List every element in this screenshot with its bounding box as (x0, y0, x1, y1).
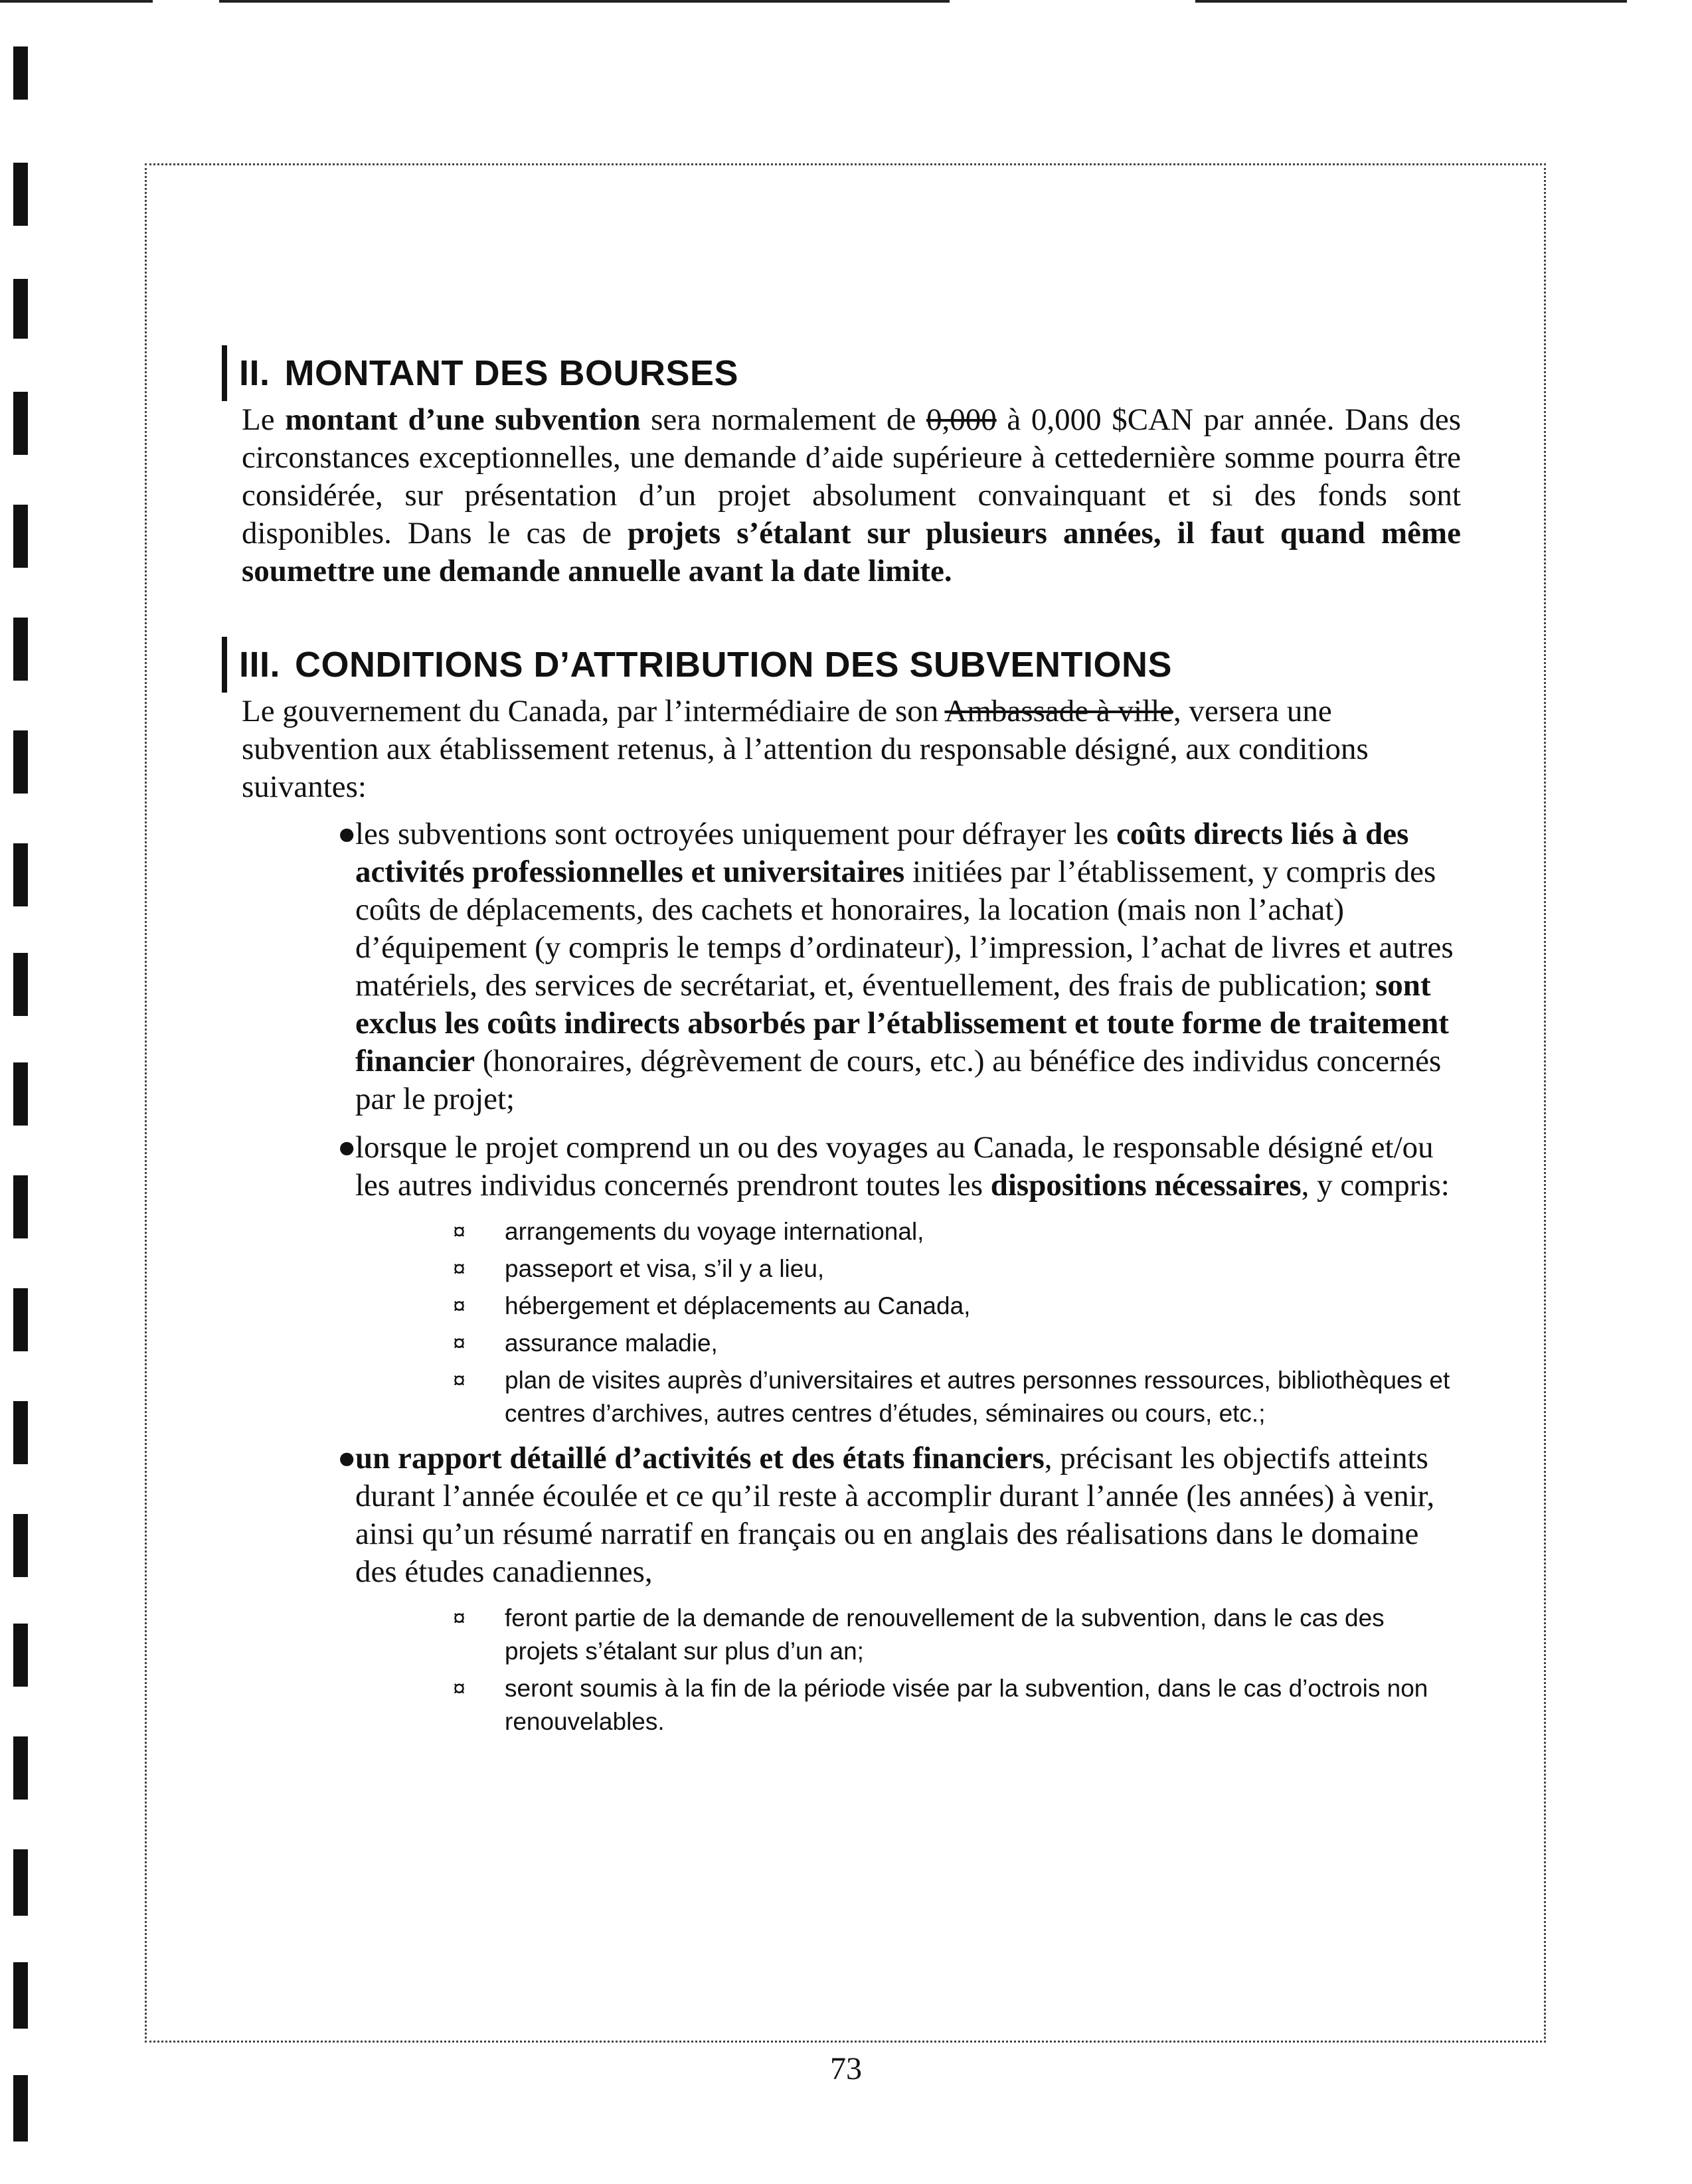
binder-mark (13, 1288, 28, 1351)
scan-top-rule (219, 0, 950, 3)
condition-bullet (239, 1440, 1461, 1591)
section-intro (239, 693, 1461, 806)
binder-mark (13, 1736, 28, 1800)
bold-run: un rapport détaillé d’activités et des états financiers (355, 1441, 1045, 1475)
currency-sign-icon: ¤ (453, 1331, 465, 1356)
binder-mark (13, 843, 28, 906)
section-montant-des-bourses (239, 345, 1461, 590)
currency-sign-icon: ¤ (453, 1606, 465, 1631)
binder-mark (13, 1062, 28, 1126)
binder-mark (13, 163, 28, 226)
list-item-text: arrangements du voyage international, (505, 1218, 924, 1245)
section-title: CONDITIONS D’ATTRIBUTION DES SUBVENTIONS (295, 645, 1173, 685)
binder-mark (13, 1849, 28, 1916)
text-run: (honoraires, dégrèvement de cours, etc.) au bénéfice des individus concernés par le projet; (355, 1044, 1442, 1116)
struck-text: Ambassade à ville (944, 694, 1173, 728)
page-number: 73 (830, 2051, 862, 2086)
list-item-text: feront partie de la demande de renouvellement de la subvention, dans le cas des projets s’étalant sur plus d’un an; (505, 1604, 1385, 1665)
binder-mark (13, 1175, 28, 1238)
list-item (453, 1252, 1461, 1286)
currency-sign-icon: ¤ (453, 1676, 465, 1701)
currency-sign-icon: ¤ (453, 1256, 465, 1282)
text-run: Le (242, 402, 286, 437)
list-item-text: assurance maladie, (505, 1329, 718, 1357)
bold-run: projets s’étalant sur plusieurs années, il faut quand même soumettre une demande annuelle avant la date limite. (242, 516, 1461, 588)
section-number: III. (239, 645, 281, 685)
condition-bullet (239, 1129, 1461, 1205)
list-item (453, 1672, 1461, 1738)
binder-mark (13, 279, 28, 339)
struck-text: 0,000 (926, 402, 997, 437)
text-run: sera normalement de (640, 402, 926, 437)
text-run: lorsque le projet comprend un ou des voyages au Canada, le responsable désigné et/ou les autres individus concernés prendront toutes les (355, 1130, 1434, 1203)
list-item (453, 1364, 1461, 1430)
text-run: , y compris: (1301, 1168, 1450, 1203)
list-item (453, 1215, 1461, 1248)
section-heading (239, 637, 1461, 693)
condition-bullet (239, 815, 1461, 1118)
section-heading (239, 345, 1461, 401)
bold-run: sont exclus les coûts indirects absorbés par l’établissement et toute forme de traitement financier (355, 968, 1449, 1078)
section-conditions-attribution (239, 637, 1461, 1738)
section-title: MONTANT DES BOURSES (284, 353, 739, 393)
travel-dispositions-list (239, 1215, 1461, 1430)
binder-mark (13, 953, 28, 1016)
revision-bar (222, 637, 227, 693)
text-run: initiées par l’établissement, y compris des coûts de déplacements, des cachets et honoraires, la location (mais non l’achat) d’équipement (y compris le temps d’ordinateur), l’impression, l’achat de livres et autres matériels, des services de secrétariat, et, éventuellement, des frais de publication; (355, 855, 1454, 1003)
binder-mark (13, 730, 28, 794)
binder-mark (13, 46, 28, 100)
bold-run: montant d’une subvention (285, 402, 641, 437)
binder-mark (13, 1962, 28, 2029)
list-item-text: hébergement et déplacements au Canada, (505, 1292, 971, 1319)
bullet-icon: ● (337, 1130, 357, 1165)
section-paragraph (239, 401, 1461, 590)
text-run: , versera une subvention aux établissement retenus, à l’attention du responsable désigné, aux conditions suivantes: (242, 694, 1369, 804)
section-number: II. (239, 353, 270, 393)
text-run: à 0,000 $CAN par année. Dans des circonstances exceptionnelles, une demande d’aide supérieure à cettedernière somme pourra être considérée, sur présentation d’un projet absolument convainquant et si des fonds sont disponibles. Dans le cas de (242, 402, 1461, 550)
list-item (453, 1602, 1461, 1668)
bold-run: dispositions nécessaires (990, 1168, 1302, 1203)
currency-sign-icon: ¤ (453, 1294, 465, 1319)
list-item-text: passeport et visa, s’il y a lieu, (505, 1255, 825, 1282)
bullet-icon: ● (337, 817, 357, 851)
page-content (239, 345, 1461, 1785)
binder-mark (13, 1401, 28, 1464)
binder-mark (13, 1514, 28, 1577)
binder-mark (13, 1624, 28, 1687)
report-usage-list (239, 1602, 1461, 1738)
binder-mark (13, 392, 28, 455)
currency-sign-icon: ¤ (453, 1219, 465, 1244)
list-item-text: seront soumis à la fin de la période visée par la subvention, dans le cas d’octrois non renouvelables. (505, 1675, 1428, 1735)
revision-bar (222, 345, 227, 401)
currency-sign-icon: ¤ (453, 1368, 465, 1393)
text-run: les subventions sont octroyées uniquement pour défrayer les (355, 817, 1116, 851)
list-item (453, 1290, 1461, 1323)
bullet-icon: ● (337, 1441, 357, 1475)
bold-run: coûts directs liés à des activités professionnelles et universitaires (355, 817, 1409, 889)
list-item (453, 1327, 1461, 1360)
text-run: , précisant les objectifs atteints durant l’année écoulée et ce qu’il reste à accomplir durant l’année (les années) à venir, ainsi qu’un résumé narratif en français ou en anglais des réalisations dans le domaine des études canadiennes, (355, 1441, 1435, 1589)
binder-mark (13, 505, 28, 568)
list-item-text: plan de visites auprès d’universitaires et autres personnes ressources, bibliothèques et centres d’archives, autres centres d’études, séminaires ou cours, etc.; (505, 1367, 1450, 1427)
binder-mark (13, 618, 28, 681)
scan-top-rule (0, 0, 153, 3)
text-run: Le gouvernement du Canada, par l’intermédiaire de son (242, 694, 945, 728)
scan-top-rule (1195, 0, 1627, 3)
